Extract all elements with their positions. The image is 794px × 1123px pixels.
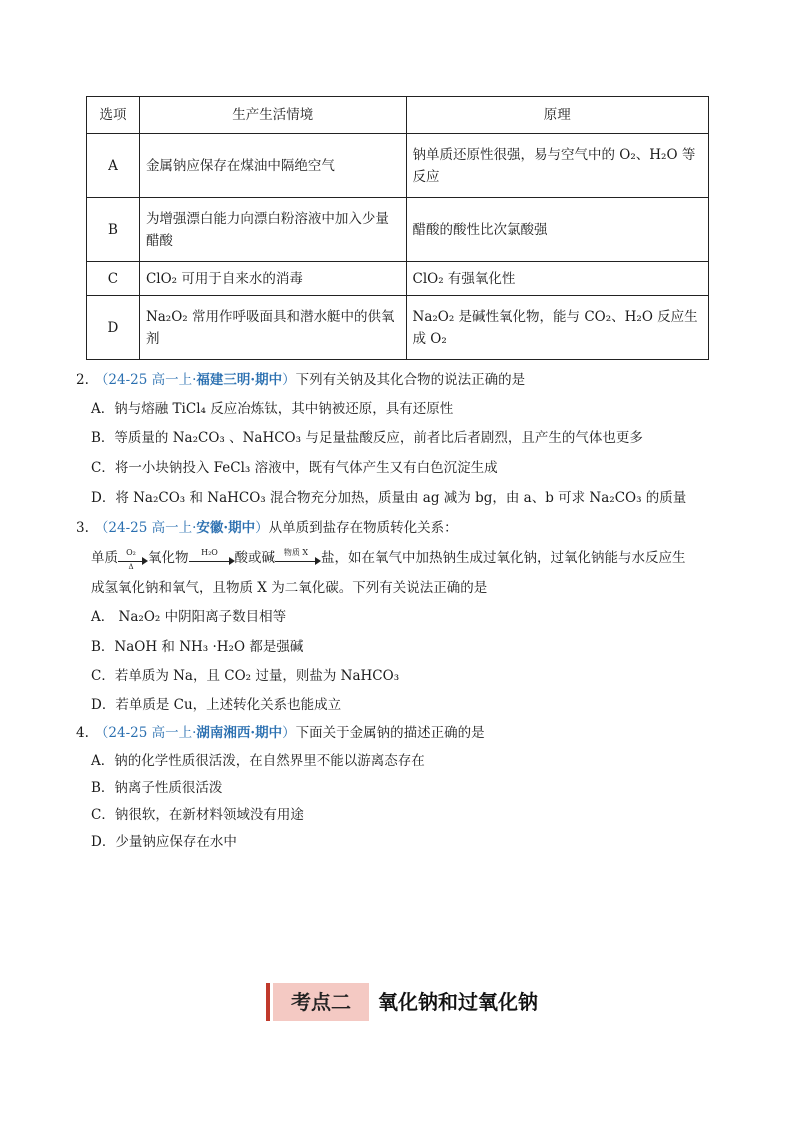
options-table: [86, 96, 709, 360]
choice-d: D．若单质是 Cu，上述转化关系也能成立: [91, 697, 342, 713]
arrow-label: H₂O: [201, 547, 218, 557]
choice-c: C．将一小块钠投入 FeCl₃ 溶液中，既有气体产生又有白色沉淀生成: [91, 460, 498, 476]
header-principle: 原理: [406, 97, 709, 134]
source-close: ）: [282, 372, 296, 388]
table-row: [87, 296, 709, 360]
choice-b: B．钠离子性质很活泼: [91, 780, 223, 796]
reaction-arrow-icon: [275, 547, 321, 566]
choice-c: C．钠很软，在新材料领域没有用途: [91, 807, 304, 823]
choice-a: A．钠与熔融 TiCl₄ 反应冶炼钛，其中钠被还原，具有还原性: [91, 401, 454, 417]
row-principle: ClO₂ 有强氧化性: [406, 262, 709, 296]
row-scene: Na₂O₂ 常用作呼吸面具和潜水艇中的供氧剂: [139, 296, 406, 360]
question-text: 下面关于金属钠的描述正确的是: [295, 725, 485, 741]
reaction-arrow-icon: [189, 547, 235, 566]
choice-d: D．少量钠应保存在水中: [91, 834, 237, 850]
table-row: [87, 198, 709, 262]
source-open: （24-25 高一上·: [94, 725, 197, 741]
header-option: 选项: [87, 97, 140, 134]
chain-tail: ，如在氧气中加热钠生成过氧化钠，过氧化钠能与水反应生: [334, 550, 686, 566]
question-text: 从单质到盐存在物质转化关系：: [268, 520, 458, 536]
arrow-label: O₂: [126, 547, 136, 557]
row-scene: 金属钠应保存在煤油中隔绝空气: [139, 134, 406, 198]
row-option: D: [87, 296, 140, 360]
chain-salt: 盐: [321, 550, 335, 566]
row-option: A: [87, 134, 140, 198]
question-source: [95, 725, 296, 741]
question-text: 下列有关钠及其化合物的说法正确的是: [295, 372, 526, 388]
row-scene: 为增强漂白能力向漂白粉溶液中加入少量醋酸: [139, 198, 406, 262]
choice-b: B．NaOH 和 NH₃ ·H₂O 都是强碱: [91, 639, 304, 655]
choice-b: B．等质量的 Na₂CO₃ 、NaHCO₃ 与足量盐酸反应，前者比后者剧烈，且产生的气体也更多: [91, 430, 643, 446]
source-open: （24-25 高一上·: [94, 372, 197, 388]
banner-accent-bar: [266, 983, 270, 1021]
section-banner: [266, 983, 566, 1021]
section-tag: 考点二: [273, 983, 369, 1021]
question-number: 4.: [76, 725, 89, 741]
header-scene: 生产生活情境: [139, 97, 406, 134]
chain-oxide: 氧化物: [148, 550, 189, 566]
question-number: 3.: [76, 520, 89, 536]
row-principle: 钠单质还原性很强，易与空气中的 O₂、H₂O 等反应: [406, 134, 709, 198]
row-principle: 醋酸的酸性比次氯酸强: [406, 198, 709, 262]
source-place: 湖南湘西·期中: [196, 725, 283, 741]
transformation-chain: [91, 547, 686, 571]
question-source: [95, 372, 296, 388]
question-3-continued: 成氢氧化钠和氧气，且物质 X 为二氧化碳。下列有关说法正确的是: [91, 580, 488, 596]
table-row: [87, 134, 709, 198]
question-4-stem: [76, 723, 736, 743]
source-place: 福建三明·期中: [196, 372, 283, 388]
reaction-arrow-icon: [118, 547, 148, 571]
section-title: 氧化钠和过氧化钠: [378, 990, 538, 1014]
question-number: 2.: [76, 372, 89, 388]
arrow-label: 物质 X: [283, 547, 309, 557]
question-source: [95, 520, 269, 536]
chain-element: 单质: [91, 550, 118, 566]
source-close: ）: [255, 520, 269, 536]
choice-d: D．将 Na₂CO₃ 和 NaHCO₃ 混合物充分加热，质量由 ag 减为 bg，由 a、b 可求 Na₂CO₃ 的质量: [91, 490, 687, 506]
chain-acid-base: 酸或碱: [234, 550, 275, 566]
row-scene: ClO₂ 可用于自来水的消毒: [139, 262, 406, 296]
source-close: ）: [282, 725, 296, 741]
table-header-row: [87, 97, 709, 134]
source-place: 安徽·期中: [196, 520, 256, 536]
choice-c: C．若单质为 Na，且 CO₂ 过量，则盐为 NaHCO₃: [91, 668, 400, 684]
row-principle: Na₂O₂ 是碱性氧化物，能与 CO₂、H₂O 反应生成 O₂: [406, 296, 709, 360]
question-2-stem: [76, 370, 736, 390]
table-row: [87, 262, 709, 296]
row-option: C: [87, 262, 140, 296]
row-option: B: [87, 198, 140, 262]
choice-a: A． Na₂O₂ 中阴阳离子数目相等: [91, 609, 287, 625]
source-open: （24-25 高一上·: [94, 520, 197, 536]
question-3-stem: [76, 518, 736, 538]
arrow-condition: Δ: [128, 562, 134, 571]
choice-a: A．钠的化学性质很活泼，在自然界里不能以游离态存在: [91, 753, 425, 769]
